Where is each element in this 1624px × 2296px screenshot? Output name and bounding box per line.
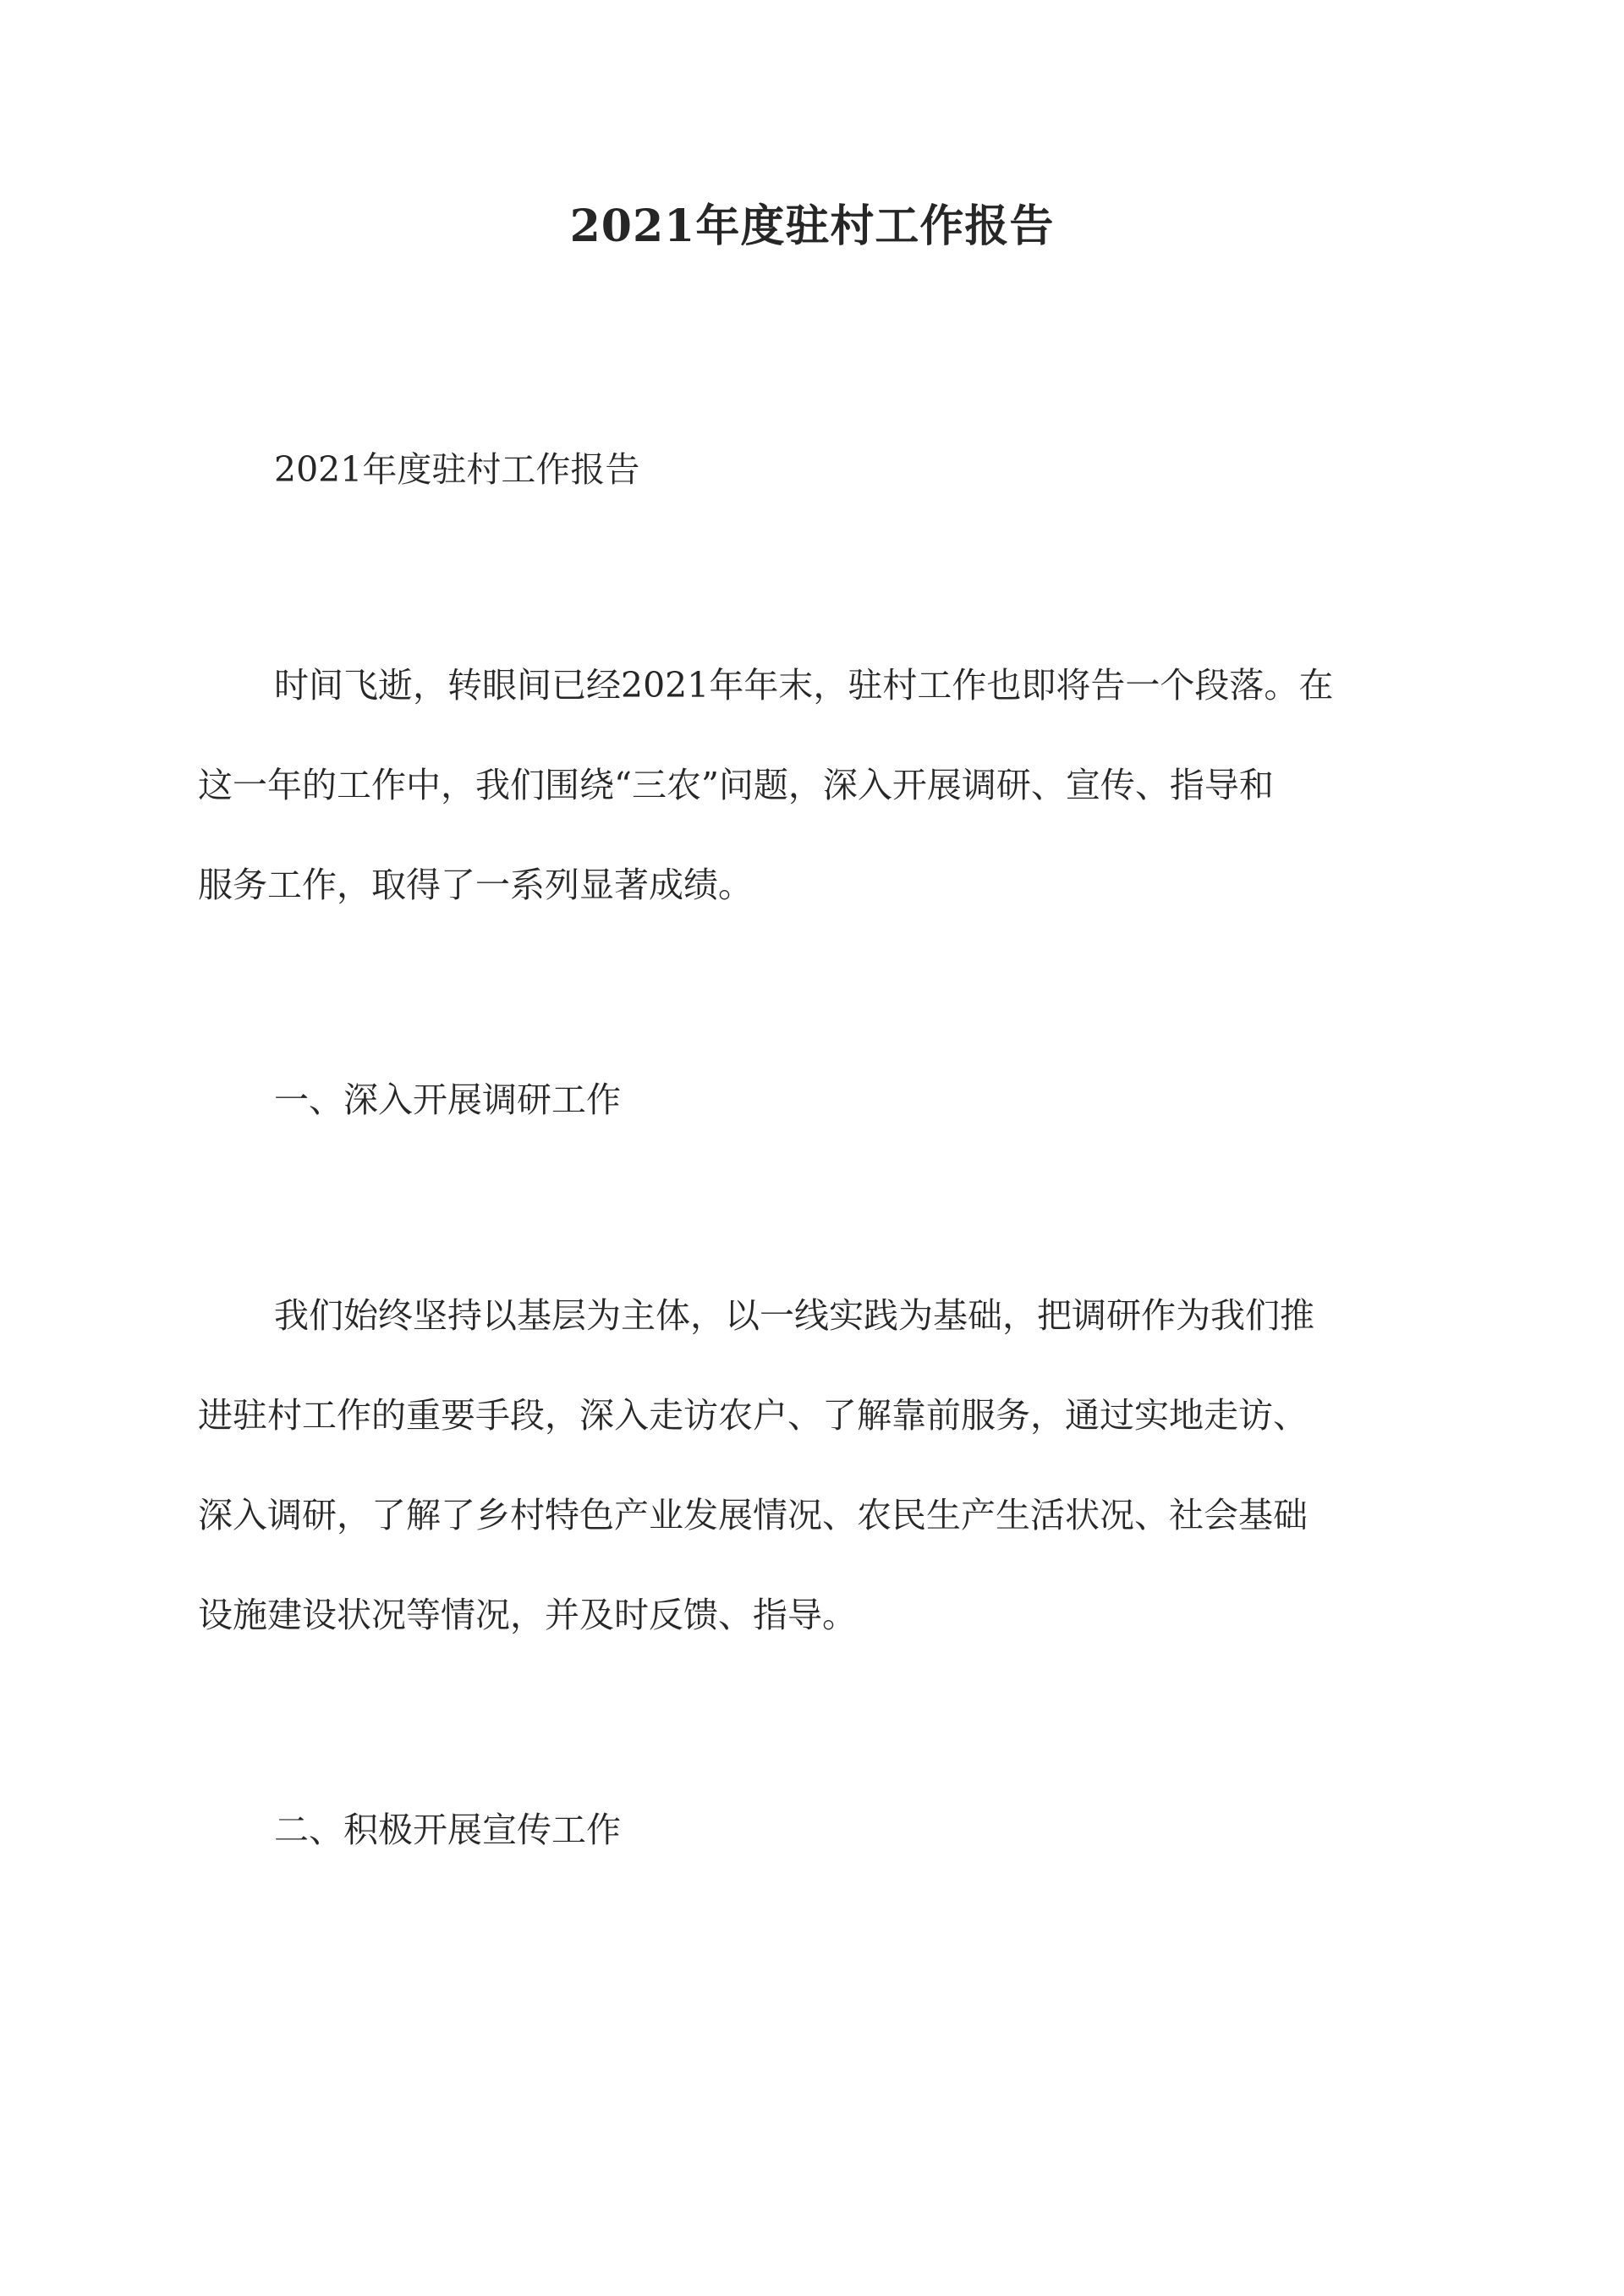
paragraph-line: 时间飞逝，转眼间已经2021年年末，驻村工作也即将告一个段落。在 — [274, 665, 1334, 706]
paragraph-line: 这一年的工作中，我们围绕“三农”问题，深入开展调研、宣传、指导和 — [198, 765, 1274, 805]
paragraph-line: 我们始终坚持以基层为主体，以一线实践为基础，把调研作为我们推 — [274, 1295, 1314, 1336]
document-subtitle: 2021年度驻村工作报告 — [274, 449, 640, 490]
paragraph-line: 进驻村工作的重要手段，深入走访农户、了解靠前服务，通过实地走访、 — [198, 1395, 1308, 1436]
document-title: 2021年度驻村工作报告 — [569, 200, 1055, 252]
paragraph-line: 设施建设状况等情况，并及时反馈、指导。 — [198, 1595, 857, 1635]
paragraph-line: 服务工作，取得了一系列显著成绩。 — [198, 865, 753, 905]
paragraph-line: 深入调研，了解了乡村特色产业发展情况、农民生产生活状况、社会基础 — [198, 1495, 1308, 1535]
section-heading: 一、深入开展调研工作 — [274, 1079, 621, 1120]
section-heading: 二、积极开展宣传工作 — [274, 1810, 621, 1850]
